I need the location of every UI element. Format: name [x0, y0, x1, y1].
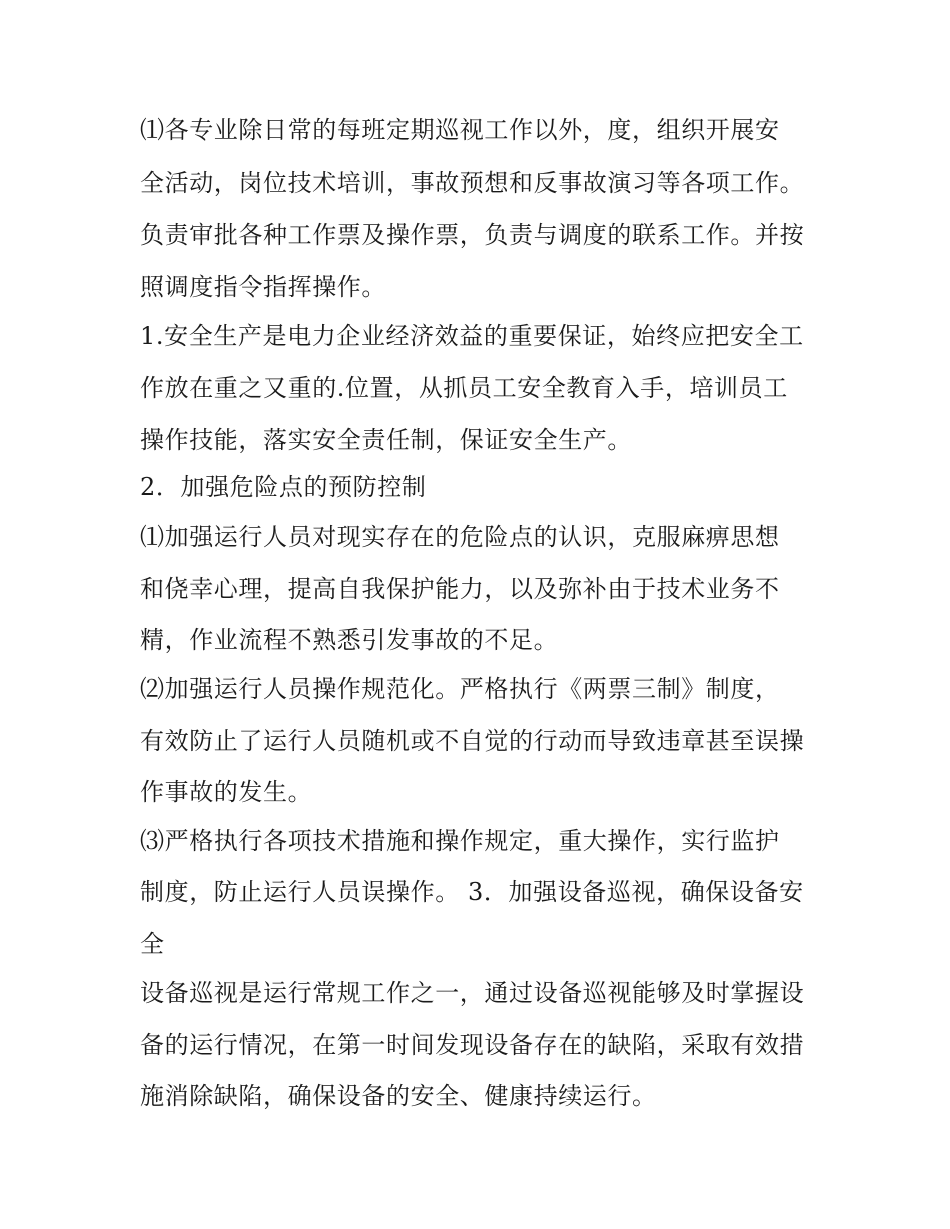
- text-line: 和侥幸心理，提高自我保护能力，以及弥补由于技术业务不: [140, 575, 780, 603]
- text-line: 负责审批各种工作票及操作票，负责与调度的联系工作。并按: [140, 221, 805, 249]
- text-line: 照调度指令指挥操作。: [140, 273, 386, 301]
- text-line: ⑴各专业除日常的每班定期巡视工作以外，度，组织开展安: [140, 116, 780, 144]
- text-line: 全: [140, 930, 165, 958]
- text-line: 操作技能，落实安全责任制，保证安全生产。: [140, 426, 632, 454]
- text-line: 备的运行情况，在第一时间发现设备存在的缺陷，采取有效措: [140, 1031, 805, 1059]
- text-line: 制度，防止运行人员误操作。 3．加强设备巡视，确保设备安: [140, 878, 804, 906]
- text-line: 设备巡视是运行常规工作之一，通过设备巡视能够及时掌握设: [140, 979, 805, 1007]
- text-line: 作事故的发生。: [140, 778, 313, 806]
- text-line: ⑵加强运行人员操作规范化。严格执行《两票三制》制度，: [140, 675, 780, 703]
- text-line: 施消除缺陷，确保设备的安全、健康持续运行。: [140, 1082, 657, 1110]
- text-line: 全活动，岗位技术培训，事故预想和反事故演习等各项工作。: [140, 169, 805, 197]
- text-line: 精，作业流程不熟悉引发事故的不足。: [140, 626, 559, 654]
- section-heading: 2．加强危险点的预防控制: [140, 473, 427, 501]
- text-line: ⑶严格执行各项技术措施和操作规定，重大操作，实行监护: [140, 827, 780, 855]
- text-line: 1.安全生产是电力企业经济效益的重要保证，始终应把安全工: [140, 322, 804, 350]
- text-line: 作放在重之又重的.位置，从抓员工安全教育入手，培训员工: [140, 374, 788, 402]
- text-line: 有效防止了运行人员随机或不自觉的行动而导致违章甚至误操: [140, 727, 805, 755]
- text-line: ⑴加强运行人员对现实存在的危险点的认识，克服麻痹思想: [140, 523, 780, 551]
